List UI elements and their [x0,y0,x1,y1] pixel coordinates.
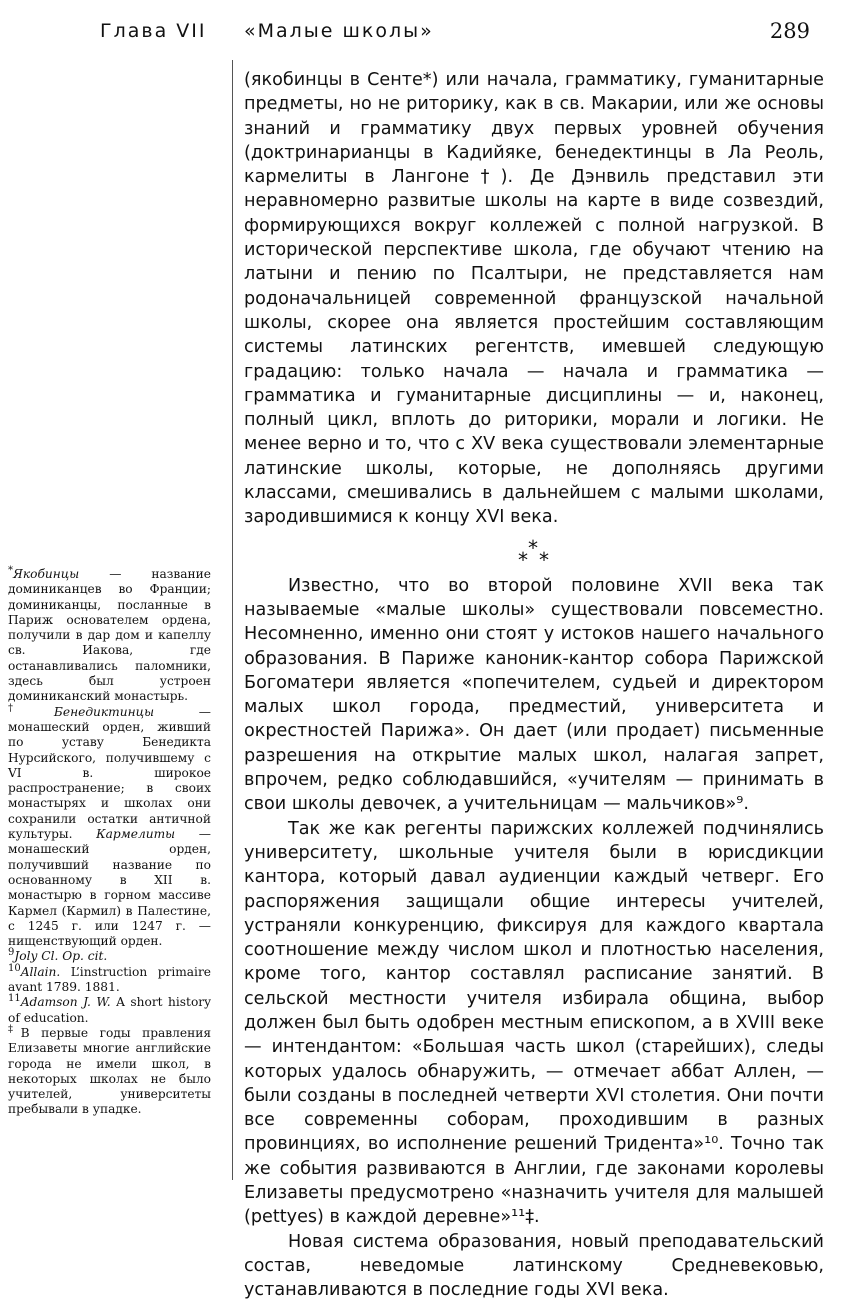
running-header [0,0,854,60]
reference-11: $^{11}$Adamson J. W. A short history of education. [8,993,211,1025]
paragraph-2: Известно, что во второй половине XVII века так называемые «малые школы» существовали повсеместно. Несомненно, именно они стоят у истоков нашего начального образования. В Париже каноник-кантор собора Парижской Богоматери является «попечителем, судьей и директором малых школ города, предместий, университета и окрестностей Парижа». Он дает (или продает) письменные разрешения на открытие малых школ, налагая запрет, впрочем, редко соблюдавшийся, «учителям — принимать в свои школы девочек, а учительницам — мальчиков»⁹. [244,575,824,815]
paragraph-3: Так же как регенты парижских коллежей подчинялись университету, школьные учителя были в юрисдикции кантора, который давал аудиенции каждый четверг. Его распоряжения защищали общие интересы учителей, устраняли конкуренцию, фиксируя для каждого квартала соотношение между числом школ и плотностью населения, кроме того, кантор составлял расписание занятий. В сельской местности учителя избирала община, выбор должен был быть одобрен местным епископом, а в XVIII веке — интендантом: «Большая часть школ (старейших), следы которых удалось обнаружить, — отмечает аббат Аллен, — были созданы в последней четверти XVI столетия. Они почти все современны соборам, проходившим в разных провинциях, во исполнение решений Тридента»¹⁰. Точно так же события развиваются в Англии, где законами королевы Елизаветы предусмотрено «назначить учителя для малышей (pettyes) в каждой деревне»¹¹‡. [244,818,824,1228]
reference-9: $^9$Joly Cl. Op. cit. [8,947,108,964]
paragraph-4: Новая система образования, новый преподавательский состав, неведомые латинскому Средневековью, устанавливаются в последние годы XVI века. [244,1231,824,1301]
page-number: 289 [769,19,810,43]
main-text-column [244,68,824,1303]
column-divider [232,60,233,1180]
section-title: «Малые школы» [244,20,434,42]
reference-10: $^{10}$Allain. L’instruction primaire avant 1789. 1881. [8,962,211,995]
sidenote-elizabeth: ‡В первые годы правления Елизаветы многие английские города не имели школ, в некоторых школах не было учителей, университеты пребывали в упадке. [8,1023,212,1117]
sidenote-jacobins: *Якобинцы — название доминиканцев во Франции; доминиканцы, посланные в Париж основателем ордена, получили в дар дом и капеллу св. Иакова, где останавливались паломники, здесь был устроен доминиканский монастырь. [8,564,211,704]
margin-notes [8,564,212,1118]
section-break-asterisks: * * * [518,535,549,572]
paragraph-1: (якобинцы в Сенте*) или начала, грамматику, гуманитарные предметы, но не риторику, как в св. Макарии, или же основы знаний и грамматику двух первых уровней обучения (доктринарианцы в Кадийяке, бенедектинцы в Ла Реоль, кармелиты в Лангоне†). Де Дэнвиль представил эти неравномерно развитые школы на карте в виде созвездий, формирующихся вокруг коллежей с полной нагрузкой. В исторической перспективе школа, где обучают чтению на латыни и пению по Псалтыри, не представляется нам родоначальницей современной французской начальной школы, скорее она является простейшим составляющим системы латинских регентств, имевшей следующую градацию: только начала — начала и грамматика — грамматика и гуманитарные дисциплины — и, наконец, полный цикл, вплоть до риторики, морали и логики. Не менее верно и то, что с XV века существовали элементарные латинские школы, которые, не дополняясь другими классами, смешивались в дальнейшем с малыми школами, зародившимися к концу XVI века. [244,70,824,528]
sidenote-benedictines: †Бенедиктинцы — монашеский орден, живший по уставу Бенедикта Нурсийского, получившему с VI в. широкое распространение; в своих монастырях и школах они сохранили остатки античной культуры. Кармелиты — монашеский орден, получивший название по основанному в XII в. монастырю в горном массиве Кармел (Кармил) в Палестине, с 1245 г. или 1247 г. — нищенствующий орден. [8,702,211,949]
chapter-label: Глава VII [100,20,207,42]
